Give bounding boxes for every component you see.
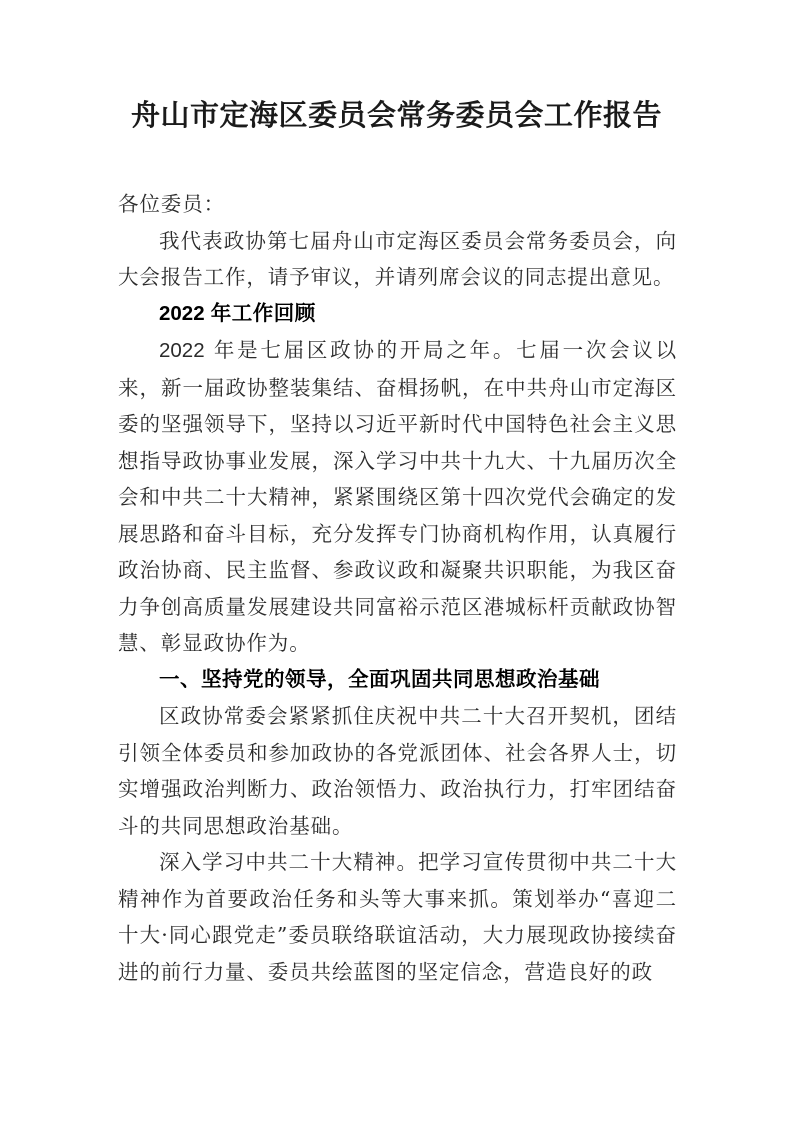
heading-section-1: 一、坚持党的领导，全面巩固共同思想政治基础 (159, 667, 600, 691)
paragraph-section1-p1: 区政协常委会紧紧抓住庆祝中共二十大召开契机，团结引领全体委员和参加政协的各党派团体、社会各界人士，切实增强政治判断力、政治领悟力、政治执行力，打牢团结奋斗的共同思想政治基础。 (118, 704, 677, 838)
document-body (118, 186, 677, 990)
salutation: 各位委员： (118, 192, 225, 216)
paragraph-review-text: 年是七届区政协的开局之年。七届一次会议以来，新一届政协整装集结、奋楫扬帆，在中共舟山市定海区委的坚强领导下，坚持以习近平新时代中国特色社会主义思想指导政协事业发展，深入学习中共十九大、十九届历次全会和中共二十大精神，紧紧围绕区第十四次党代会确定的发展思路和奋斗目标，充分发挥专门协商机构作用，认真履行政治协商、民主监督、参政议政和凝聚共识职能，为我区奋力争创高质量发展建设共同富裕示范区港城标杆贡献政协智慧、彰显政协作为。 (118, 338, 677, 655)
heading-year-number: 2022 (159, 301, 205, 325)
heading-year-text: 年工作回顾 (204, 301, 316, 325)
heading-2022-review (118, 296, 677, 333)
paragraph-section1-p2: 深入学习中共二十大精神。把学习宣传贯彻中共二十大精神作为首要政治任务和头等大事来抓。策划举办“喜迎二十大·同心跟党走”委员联络联谊活动，大力展现政协接续奋进的前行力量、委员共绘蓝图的坚定信念，营造良好的政 (118, 850, 677, 984)
paragraph-intro: 我代表政协第七届舟山市定海区委员会常务委员会，向大会报告工作，请予审议，并请列席会议的同志提出意见。 (118, 228, 677, 289)
paragraph-year-number: 2022 (159, 339, 205, 362)
page-title: 舟山市定海区委员会常务委员会工作报告 (130, 100, 662, 132)
paragraph-2022-review (118, 332, 677, 662)
